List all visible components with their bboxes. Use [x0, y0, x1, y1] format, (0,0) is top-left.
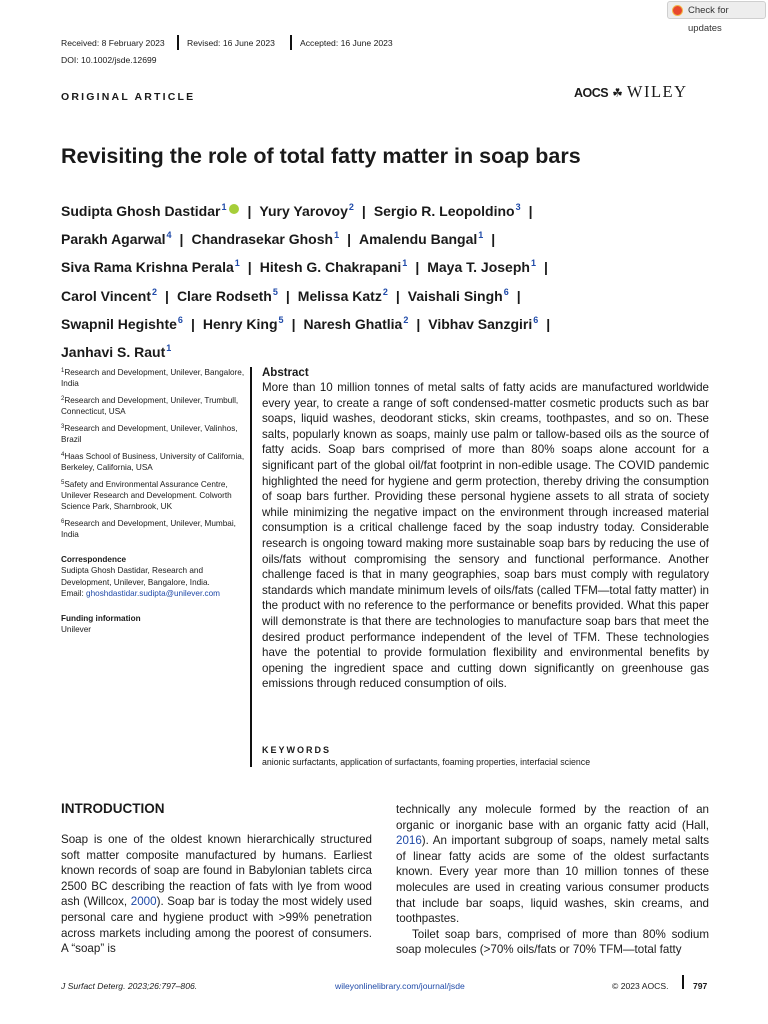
doi: DOI: 10.1002/jsde.12699 [61, 55, 157, 65]
affiliation-marker[interactable]: 2 [348, 202, 354, 212]
copyright: © 2023 AOCS. [612, 981, 669, 991]
divider [177, 35, 179, 50]
author-name[interactable]: Yury Yarovoy [259, 203, 348, 219]
affiliation-number: 2 [61, 395, 65, 402]
correspondence [61, 554, 246, 599]
intro-paragraph-2: Toilet soap bars, comprised of more than 80% sodium soap molecules (>70% oils/fats or 70% TFM—total fatty [396, 927, 709, 957]
revised-date: Revised: 16 June 2023 [187, 38, 275, 48]
affiliation-text: Research and Development, Unilever, Trumbull, Connecticut, USA [61, 395, 239, 417]
author-name[interactable]: Sudipta Ghosh Dastidar [61, 203, 221, 219]
author-separator: | [179, 231, 184, 248]
abstract [262, 366, 709, 692]
author-name[interactable]: Melissa Katz [297, 287, 382, 304]
affiliation-text: Research and Development, Unilever, Mumbai, India [61, 518, 236, 539]
author-name[interactable]: Naresh Ghatlia [303, 315, 403, 332]
citation-link[interactable]: 2000 [130, 895, 157, 909]
author-name[interactable]: Janhavi S. Raut [61, 344, 166, 361]
affiliation-number: 6 [61, 518, 65, 525]
affiliation-marker[interactable]: 5 [278, 314, 284, 325]
intro-left-column [61, 832, 372, 957]
author-name[interactable]: Amalendu Bangal [359, 231, 478, 248]
author-name[interactable]: Maya T. Joseph [427, 259, 530, 276]
author-name[interactable]: Carol Vincent [61, 287, 151, 304]
funding [61, 613, 246, 635]
author-separator: | [291, 315, 296, 332]
author-separator: | [516, 287, 521, 304]
author-separator: | [416, 315, 421, 332]
author-name[interactable]: Vaishali Singh [407, 287, 503, 304]
author-separator: | [491, 231, 496, 248]
divider [290, 35, 292, 50]
aocs-logo: AOCS [574, 86, 609, 100]
affiliations-column [61, 366, 246, 635]
author-separator: | [247, 259, 252, 276]
funding-title: Funding information [61, 613, 141, 623]
keywords [262, 745, 709, 767]
abstract-text: More than 10 million tonnes of metal salts of fatty acids are manufactured worldwide every year, to create a range of soft condensed-matter cosmetic products such as bar soaps, liquid washes, deodorant sticks, skin creams, toothpastes, and so on. These salts, popularly known as soaps, mainly use palm or tallow-based oils as the source of fatty acids. Soap bars comprised of more than 80% soaps alone account for a significant part of the global oil/fat footprint in non-edible usage. The COVID pandemic highlighted the need for hygiene and germ protection, thereby driving the consumption of soap bars further. Providing these personal hygiene assets to all strata of society while minimizing the negative impact on the environment through increased material consumption is a critical challenge faced by the soap industry today. Considerable research is ongoing toward making more sustainable soap bars by reducing the use of oils/fats without compromising the sensory and functional performance. Another challenge faced is that in many geographies, soap bars must comply with regulatory standards which mandate minimum levels of oils/fats (called TFM—total fatty matter) in the product with no reference to the performance or benefits provided. What this paper will demonstrate is that there are technologies to manufacture soap bars that meet the desired product performance independent of the level of TFM. These technologies have the potential to provide formulation flexibility and environmental benefits by opening the ingredient space and cutting down significantly on greenhouse gas emissions through reduced consumption of oils. [262, 381, 709, 691]
keywords-text: anionic surfactants, application of surfactants, foaming properties, interfacial science [262, 757, 591, 767]
affiliation-marker[interactable]: 2 [403, 314, 409, 325]
clover-icon: ☘ [612, 86, 623, 100]
orcid-icon[interactable] [229, 204, 239, 214]
section-heading-introduction: INTRODUCTION [61, 801, 165, 816]
affiliation-marker[interactable]: 5 [272, 286, 278, 297]
keywords-title: KEYWORDS [262, 745, 332, 755]
author-separator: | [165, 287, 169, 304]
affiliation-marker[interactable]: 1 [221, 202, 227, 212]
accepted-date: Accepted: 16 June 2023 [300, 38, 393, 48]
affiliation-list [61, 366, 246, 540]
citation-link[interactable]: 2016 [396, 834, 422, 848]
affiliation-item [61, 478, 246, 513]
affiliation-marker[interactable]: 2 [152, 286, 158, 297]
page-number: 797 [693, 981, 708, 991]
author-list [61, 195, 701, 364]
affiliation-marker[interactable]: 6 [177, 314, 183, 325]
affiliation-text: Haas School of Business, University of California, Berkeley, California, USA [61, 451, 245, 472]
affiliation-marker[interactable]: 1 [402, 258, 408, 269]
affiliation-text: Research and Development, Unilever, Valinhos, Brazil [61, 423, 238, 445]
author-separator: | [190, 315, 195, 332]
intro-text: technically any molecule formed by the reaction of an organic or inorganic base with an organic fatty acid (Hall, [396, 803, 709, 832]
affiliation-number: 3 [61, 423, 65, 430]
author-separator: | [247, 203, 252, 219]
publisher-logo [574, 82, 688, 102]
author-separator: | [546, 315, 551, 332]
author-name[interactable]: Swapnil Hegishte [61, 315, 177, 332]
received-date: Received: 8 February 2023 [61, 38, 165, 48]
author-separator: | [528, 203, 533, 219]
article-type: ORIGINAL ARTICLE [61, 91, 196, 103]
affiliation-number: 5 [61, 479, 65, 486]
affiliation-text: Safety and Environmental Assurance Centre, Unilever Research and Development. Colworth Science Park, Sharnbrook, UK [61, 479, 232, 512]
email-label: Email: [61, 588, 84, 598]
intro-paragraph-1 [61, 832, 372, 957]
affiliation-text: Research and Development, Unilever, Bangalore, India [61, 368, 245, 389]
abstract-title: Abstract [262, 367, 309, 379]
author-name[interactable]: Chandrasekar Ghosh [191, 231, 334, 248]
author-name[interactable]: Vibhav Sanzgiri [428, 315, 533, 332]
affiliation-marker[interactable]: 3 [515, 202, 521, 212]
affiliation-item [61, 366, 246, 389]
paper-title: Revisiting the role of total fatty matter in soap bars [61, 144, 581, 168]
email-link[interactable]: ghoshdastidar.sudipta@unilever.com [86, 588, 220, 598]
affiliation-marker[interactable]: 1 [478, 230, 484, 241]
intro-text: Soap is one of the oldest known hierarchically structured soft matter composite manufactured by humans. Earliest known records of soap are found in Babylonian tablets circa 2500 BC describing the reaction of fats with lye from wood ash (Willcox, [61, 833, 372, 909]
correspondence-text: Sudipta Ghosh Dastidar, Research and Development, Unilever, Bangalore, India. [61, 566, 210, 587]
affiliation-number: 4 [61, 451, 65, 458]
intro-text: ). An important subgroup of soaps, namely metal salts of linear fatty acids are some of the oldest surfactants known. Every year more than 10 million tonnes of these molecules are used in creating various consumer products that include bar soaps, liquid washes, skin creams, and toothpastes. [396, 834, 709, 926]
author-name[interactable]: Henry King [202, 315, 278, 332]
affiliation-item [61, 394, 246, 417]
affiliation-item [61, 422, 246, 445]
author-name[interactable]: Sergio R. Leopoldino [373, 203, 515, 219]
author-separator: | [395, 287, 400, 304]
correspondence-title: Correspondence [61, 555, 127, 565]
author-separator: | [361, 203, 366, 219]
affiliation-marker[interactable]: 2 [382, 286, 388, 297]
abstract-rule [250, 367, 252, 767]
intro-paragraph-1-cont [396, 802, 709, 927]
author-name[interactable]: Hitesh G. Chakrapani [259, 259, 402, 276]
crossmark-icon [672, 5, 683, 16]
author-name[interactable]: Clare Rodseth [176, 287, 272, 304]
wiley-logo: WILEY [626, 82, 688, 101]
check-for-updates-button[interactable] [667, 1, 766, 34]
divider [682, 975, 684, 989]
author-name[interactable]: Parakh Agarwal [61, 231, 166, 248]
affiliation-marker[interactable]: 1 [166, 343, 172, 354]
affiliation-marker[interactable]: 1 [530, 258, 536, 269]
author-separator: | [285, 287, 290, 304]
funding-text: Unilever [61, 625, 92, 635]
author-separator: | [543, 259, 548, 276]
check-for-updates-label: Check for updates [688, 5, 729, 34]
affiliation-marker[interactable]: 6 [503, 286, 509, 297]
affiliation-marker[interactable]: 6 [533, 314, 539, 325]
affiliation-item [61, 517, 246, 540]
author-separator: | [347, 231, 352, 248]
correspondence-email [61, 588, 246, 599]
affiliation-marker[interactable]: 1 [234, 258, 240, 269]
affiliation-marker[interactable]: 1 [334, 230, 340, 241]
affiliation-item [61, 450, 246, 473]
author-name[interactable]: Siva Rama Krishna Perala [61, 259, 234, 276]
journal-citation: J Surfact Deterg. 2023;26:797–806. [61, 981, 198, 991]
intro-right-column [396, 802, 709, 958]
intro-text: ). Soap bar is today the most widely used personal care and hygiene product with >99% penetration across markets including among the poorest of consumers. A “soap” is [61, 895, 372, 956]
affiliation-number: 1 [61, 368, 65, 374]
journal-url[interactable]: wileyonlinelibrary.com/journal/jsde [335, 981, 465, 991]
author-separator: | [415, 259, 420, 276]
affiliation-marker[interactable]: 4 [166, 230, 172, 241]
